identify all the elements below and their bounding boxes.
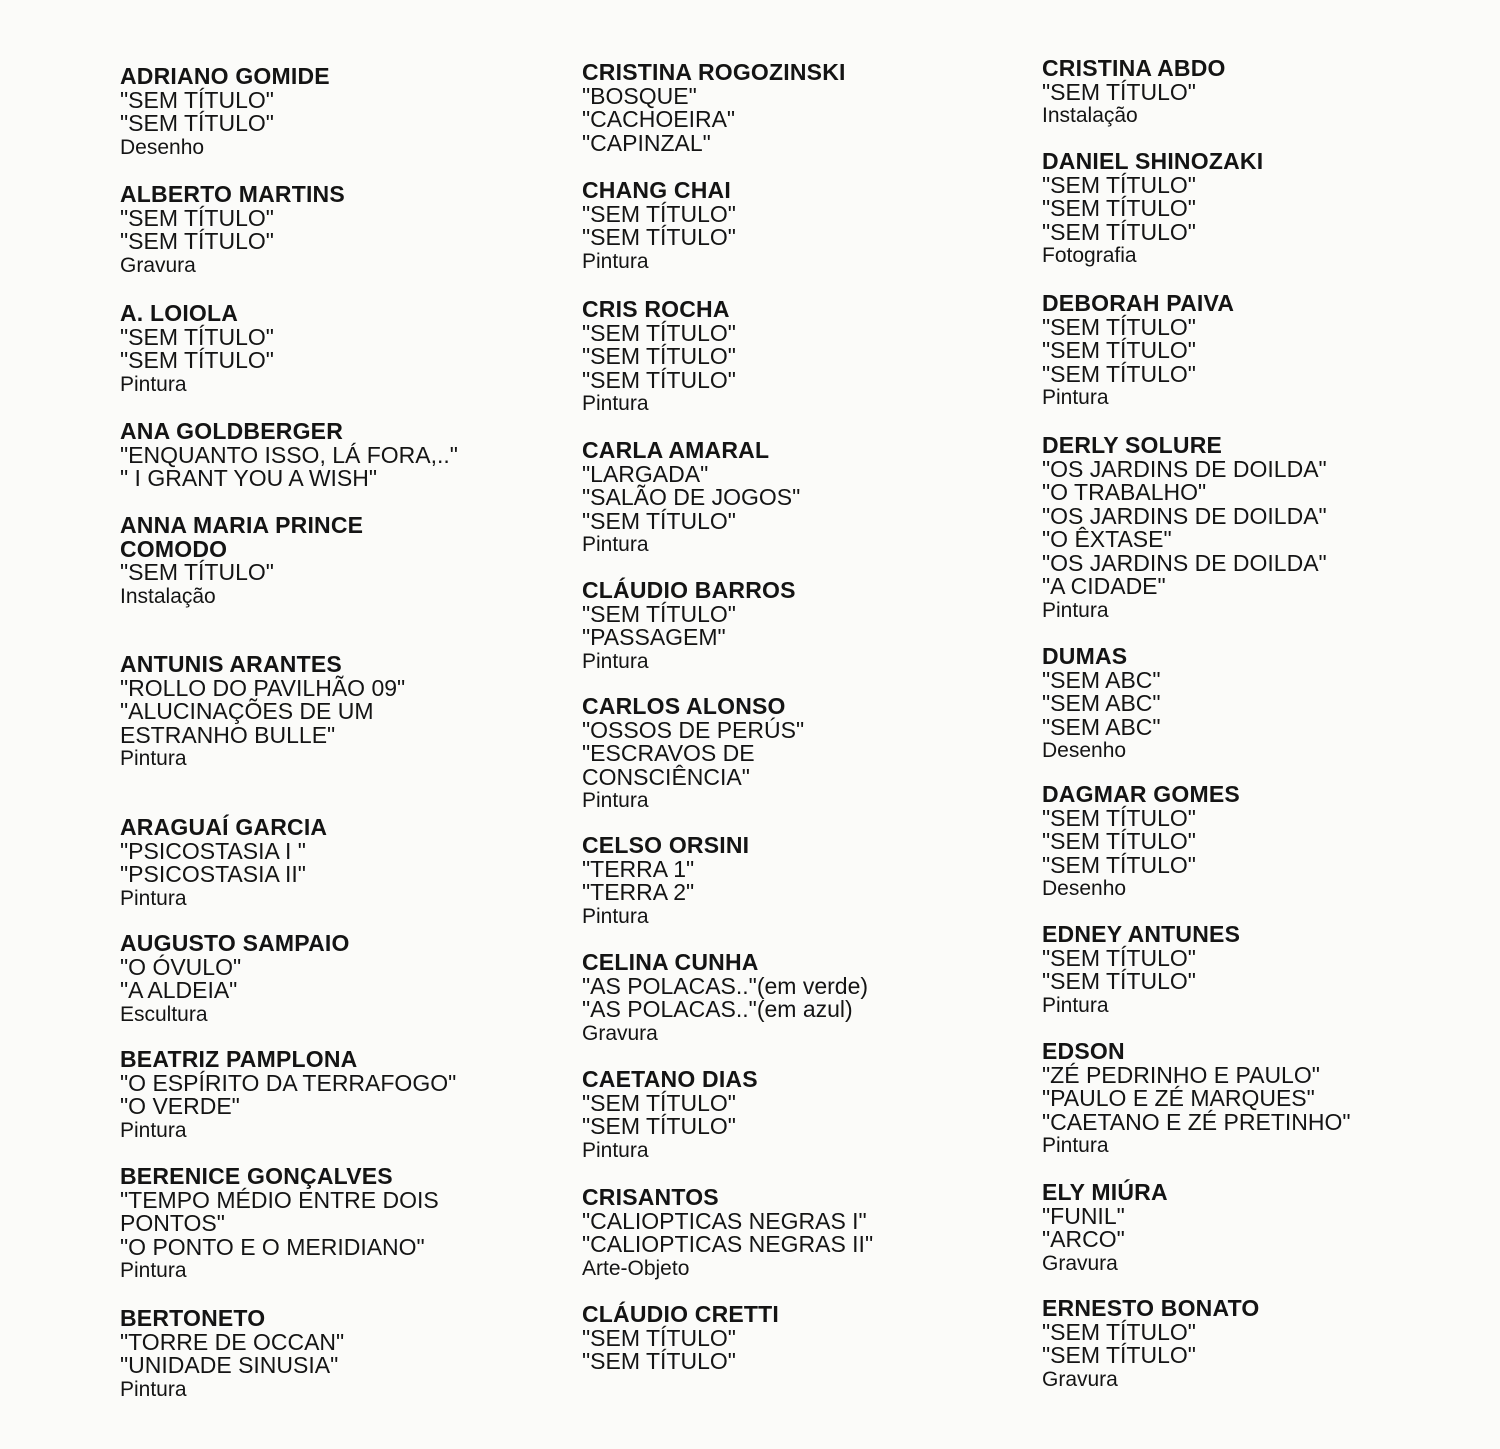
artist-name: ELY MIÚRA — [1042, 1179, 1168, 1205]
work-title: "O VERDE" — [120, 1093, 240, 1119]
work-title: "ALUCINAÇÕES DE UM ESTRANHO BULLE" — [120, 698, 374, 748]
work-title: "OS JARDINS DE DOILDA" — [1042, 549, 1327, 576]
artist-entry — [1042, 150, 1500, 268]
artist-entry — [582, 579, 1042, 674]
medium: Gravura — [1042, 1251, 1118, 1275]
medium: Pintura — [1042, 1134, 1109, 1157]
medium: Pintura — [120, 1259, 187, 1282]
medium: Pintura — [582, 904, 649, 928]
artist-entry — [120, 514, 580, 609]
work-title: "SEM ABC" — [1042, 713, 1161, 740]
artist-entry — [120, 420, 580, 491]
artist-name: CRIS ROCHA — [582, 296, 730, 322]
artist-entry — [120, 302, 580, 397]
medium: Pintura — [582, 533, 649, 556]
artist-entry — [120, 1307, 580, 1402]
work-title: "ARCO" — [1042, 1226, 1125, 1252]
artist-entry — [582, 834, 1042, 929]
artist-entry — [120, 816, 580, 911]
work-title: "A CIDADE" — [1042, 573, 1166, 599]
medium: Pintura — [120, 372, 187, 396]
medium: Pintura — [120, 747, 187, 770]
work-title: "SEM TÍTULO" — [582, 343, 736, 369]
artist-entry — [120, 183, 580, 278]
artist-name: DAGMAR GOMES — [1042, 781, 1240, 807]
artist-name: CLÁUDIO CRETTI — [582, 1301, 780, 1327]
work-title: "O ÓVULO" — [120, 953, 242, 980]
artist-entry — [120, 1048, 580, 1143]
work-title: "CAETANO E ZÉ PRETINHO" — [1042, 1108, 1351, 1135]
medium: Instalação — [120, 584, 216, 608]
artist-name: ALBERTO MARTINS — [120, 181, 345, 207]
work-title: "O ÊXTASE" — [1042, 526, 1172, 552]
artist-name: CAETANO DIAS — [582, 1066, 758, 1092]
artist-entry — [120, 653, 580, 771]
work-title: "SEM TÍTULO" — [1042, 313, 1196, 340]
medium: Arte-Objeto — [582, 1256, 690, 1280]
artist-name: BEATRIZ PAMPLONA — [120, 1046, 358, 1072]
work-title: "SEM TÍTULO" — [1042, 218, 1196, 245]
artist-entry — [1042, 434, 1500, 623]
work-title: "FUNIL" — [1042, 1202, 1125, 1229]
medium: Pintura — [582, 649, 649, 673]
artist-name: CRISTINA ABDO — [1042, 55, 1226, 81]
work-title: "TERRA 1" — [582, 855, 695, 882]
work-title: "OS JARDINS DE DOILDA" — [1042, 455, 1327, 482]
artist-entry — [1042, 783, 1500, 901]
work-title: "SEM TÍTULO" — [1042, 78, 1196, 105]
artist-entry — [582, 298, 1042, 416]
medium: Pintura — [1042, 598, 1109, 622]
work-title: "SEM TÍTULO" — [582, 1348, 736, 1374]
work-title: "SEM ABC" — [1042, 666, 1161, 693]
work-title: "SEM TÍTULO" — [582, 1113, 736, 1139]
medium: Gravura — [120, 253, 196, 277]
artist-name: ANA GOLDBERGER — [120, 418, 344, 444]
artist-name: CLÁUDIO BARROS — [582, 577, 796, 603]
artist-name: CARLOS ALONSO — [582, 693, 786, 719]
work-title: "SALÃO DE JOGOS" — [582, 484, 801, 510]
artist-name: EDNEY ANTUNES — [1042, 921, 1241, 947]
work-title: "A ALDEIA" — [120, 977, 238, 1003]
work-title: "ENQUANTO ISSO, LÁ FORA,.." — [120, 441, 458, 468]
artist-entry — [582, 1303, 1042, 1374]
artist-entry — [1042, 645, 1500, 763]
work-title: "SEM TÍTULO" — [120, 110, 274, 136]
work-title: "SEM TÍTULO" — [582, 366, 736, 393]
work-title: "O ESPÍRITO DA TERRAFOGO" — [120, 1069, 457, 1096]
work-title: "LARGADA" — [582, 460, 709, 487]
work-title: "SEM TÍTULO" — [582, 507, 736, 534]
work-title: "ESCRAVOS DE CONSCIÊNCIA" — [582, 740, 755, 790]
work-title: "SEM ABC" — [1042, 690, 1161, 716]
artist-name: ARAGUAÍ GARCIA — [120, 814, 328, 840]
artist-entry — [120, 932, 580, 1027]
artist-entry — [582, 951, 1042, 1046]
medium: Desenho — [1042, 739, 1127, 762]
work-title: "SEM TÍTULO" — [120, 204, 274, 231]
work-title: "CALIOPTICAS NEGRAS I" — [582, 1207, 867, 1234]
work-title: "SEM TÍTULO" — [120, 323, 274, 350]
medium: Escultura — [120, 1002, 208, 1026]
work-title: "OS JARDINS DE DOILDA" — [1042, 502, 1327, 529]
work-title: "O PONTO E O MERIDIANO" — [120, 1233, 425, 1260]
work-title: "AS POLACAS.."(em azul) — [582, 996, 853, 1022]
artist-entry — [582, 61, 1042, 155]
work-title: "SEM TÍTULO" — [120, 559, 274, 585]
artist-entry — [582, 1068, 1042, 1163]
medium: Pintura — [582, 789, 649, 812]
medium: Desenho — [120, 135, 205, 159]
work-title: "CACHOEIRA" — [582, 106, 736, 132]
work-title: "TERRA 2" — [582, 879, 695, 905]
work-title: "UNIDADE SINUSIA" — [120, 1352, 339, 1378]
medium: Pintura — [120, 886, 187, 910]
artist-entry — [1042, 1181, 1500, 1276]
artist-name: DEBORAH PAIVA — [1042, 290, 1235, 316]
artist-name: CRISANTOS — [582, 1184, 719, 1210]
work-title: "SEM TÍTULO" — [1042, 171, 1196, 198]
work-title: "SEM TÍTULO" — [120, 347, 274, 373]
work-title: "PSICOSTASIA II" — [120, 861, 306, 887]
artist-name: CARLA AMARAL — [582, 437, 770, 463]
work-title: "ROLLO DO PAVILHÃO 09" — [120, 674, 406, 701]
artist-name: ADRIANO GOMIDE — [120, 63, 330, 89]
work-title: "SEM TÍTULO" — [120, 86, 274, 113]
work-title: "CALIOPTICAS NEGRAS II" — [582, 1231, 874, 1257]
work-title: "SEM TÍTULO" — [1042, 195, 1196, 221]
medium: Pintura — [120, 1377, 187, 1401]
work-title: "SEM TÍTULO" — [582, 1324, 736, 1351]
artist-name: CHANG CHAI — [582, 177, 731, 203]
artist-name: A. LOIOLA — [120, 300, 239, 326]
work-title: "SEM TÍTULO" — [1042, 851, 1196, 878]
work-title: "TEMPO MÉDIO ENTRE DOIS PONTOS" — [120, 1186, 439, 1236]
artist-entry — [582, 179, 1042, 274]
artist-name: BERTONETO — [120, 1305, 266, 1331]
work-title: "SEM TÍTULO" — [1042, 828, 1196, 854]
work-title: "O TRABALHO" — [1042, 479, 1207, 505]
medium: Gravura — [582, 1021, 658, 1045]
artist-name: ANNA MARIA PRINCE COMODO — [120, 512, 364, 562]
work-title: "OSSOS DE PERÚS" — [582, 716, 805, 743]
medium: Pintura — [1042, 386, 1109, 409]
artist-entry — [582, 1186, 1042, 1281]
artist-entry — [1042, 292, 1500, 410]
medium: Pintura — [582, 1138, 649, 1162]
work-title: "SEM TÍTULO" — [582, 224, 736, 250]
work-title: "PSICOSTASIA I " — [120, 837, 306, 864]
artist-name: CELSO ORSINI — [582, 832, 750, 858]
work-title: "SEM TÍTULO" — [1042, 944, 1196, 971]
medium: Fotografia — [1042, 244, 1137, 267]
artist-name: DANIEL SHINOZAKI — [1042, 148, 1264, 174]
work-title: "PAULO E ZÉ MARQUES" — [1042, 1085, 1315, 1111]
artist-entry — [1042, 57, 1500, 128]
medium: Pintura — [582, 392, 649, 415]
artist-entry — [120, 65, 580, 160]
medium: Pintura — [1042, 993, 1109, 1017]
artist-name: CRISTINA ROGOZINSKI — [582, 59, 846, 85]
work-title: "SEM TÍTULO" — [1042, 1342, 1196, 1368]
work-title: "ZÉ PEDRINHO E PAULO" — [1042, 1061, 1320, 1088]
work-title: "SEM TÍTULO" — [1042, 1318, 1196, 1345]
work-title: "SEM TÍTULO" — [582, 319, 736, 346]
artist-name: ANTUNIS ARANTES — [120, 651, 342, 677]
work-title: "SEM TÍTULO" — [582, 1089, 736, 1116]
artist-name: ERNESTO BONATO — [1042, 1295, 1260, 1321]
work-title: "SEM TÍTULO" — [582, 200, 736, 227]
medium: Pintura — [120, 1118, 187, 1142]
work-title: "AS POLACAS.."(em verde) — [582, 972, 869, 999]
medium: Gravura — [1042, 1367, 1118, 1391]
artist-name: CELINA CUNHA — [582, 949, 759, 975]
artist-name: BERENICE GONÇALVES — [120, 1163, 393, 1189]
artist-name: AUGUSTO SAMPAIO — [120, 930, 350, 956]
work-title: "CAPINZAL" — [582, 129, 711, 156]
work-title: "TORRE DE OCCAN" — [120, 1328, 345, 1355]
artist-name: DERLY SOLURE — [1042, 432, 1223, 458]
artist-entry — [582, 695, 1042, 813]
artist-entry — [1042, 1297, 1500, 1392]
work-title: "SEM TÍTULO" — [1042, 804, 1196, 831]
work-title: "SEM TÍTULO" — [1042, 337, 1196, 363]
work-title: "SEM TÍTULO" — [120, 228, 274, 254]
work-title: "PASSAGEM" — [582, 624, 726, 650]
artist-entry — [120, 1165, 580, 1283]
artist-entry — [1042, 1040, 1500, 1158]
medium: Instalação — [1042, 104, 1138, 127]
artist-entry — [1042, 923, 1500, 1018]
work-title: "SEM TÍTULO" — [582, 600, 736, 627]
work-title: " I GRANT YOU A WISH" — [120, 465, 378, 491]
work-title: "SEM TÍTULO" — [1042, 360, 1196, 387]
work-title: "BOSQUE" — [582, 82, 697, 109]
artist-entry — [582, 439, 1042, 557]
artist-name: EDSON — [1042, 1038, 1125, 1064]
medium: Desenho — [1042, 877, 1127, 900]
medium: Pintura — [582, 249, 649, 273]
artist-name: DUMAS — [1042, 643, 1128, 669]
work-title: "SEM TÍTULO" — [1042, 968, 1196, 994]
